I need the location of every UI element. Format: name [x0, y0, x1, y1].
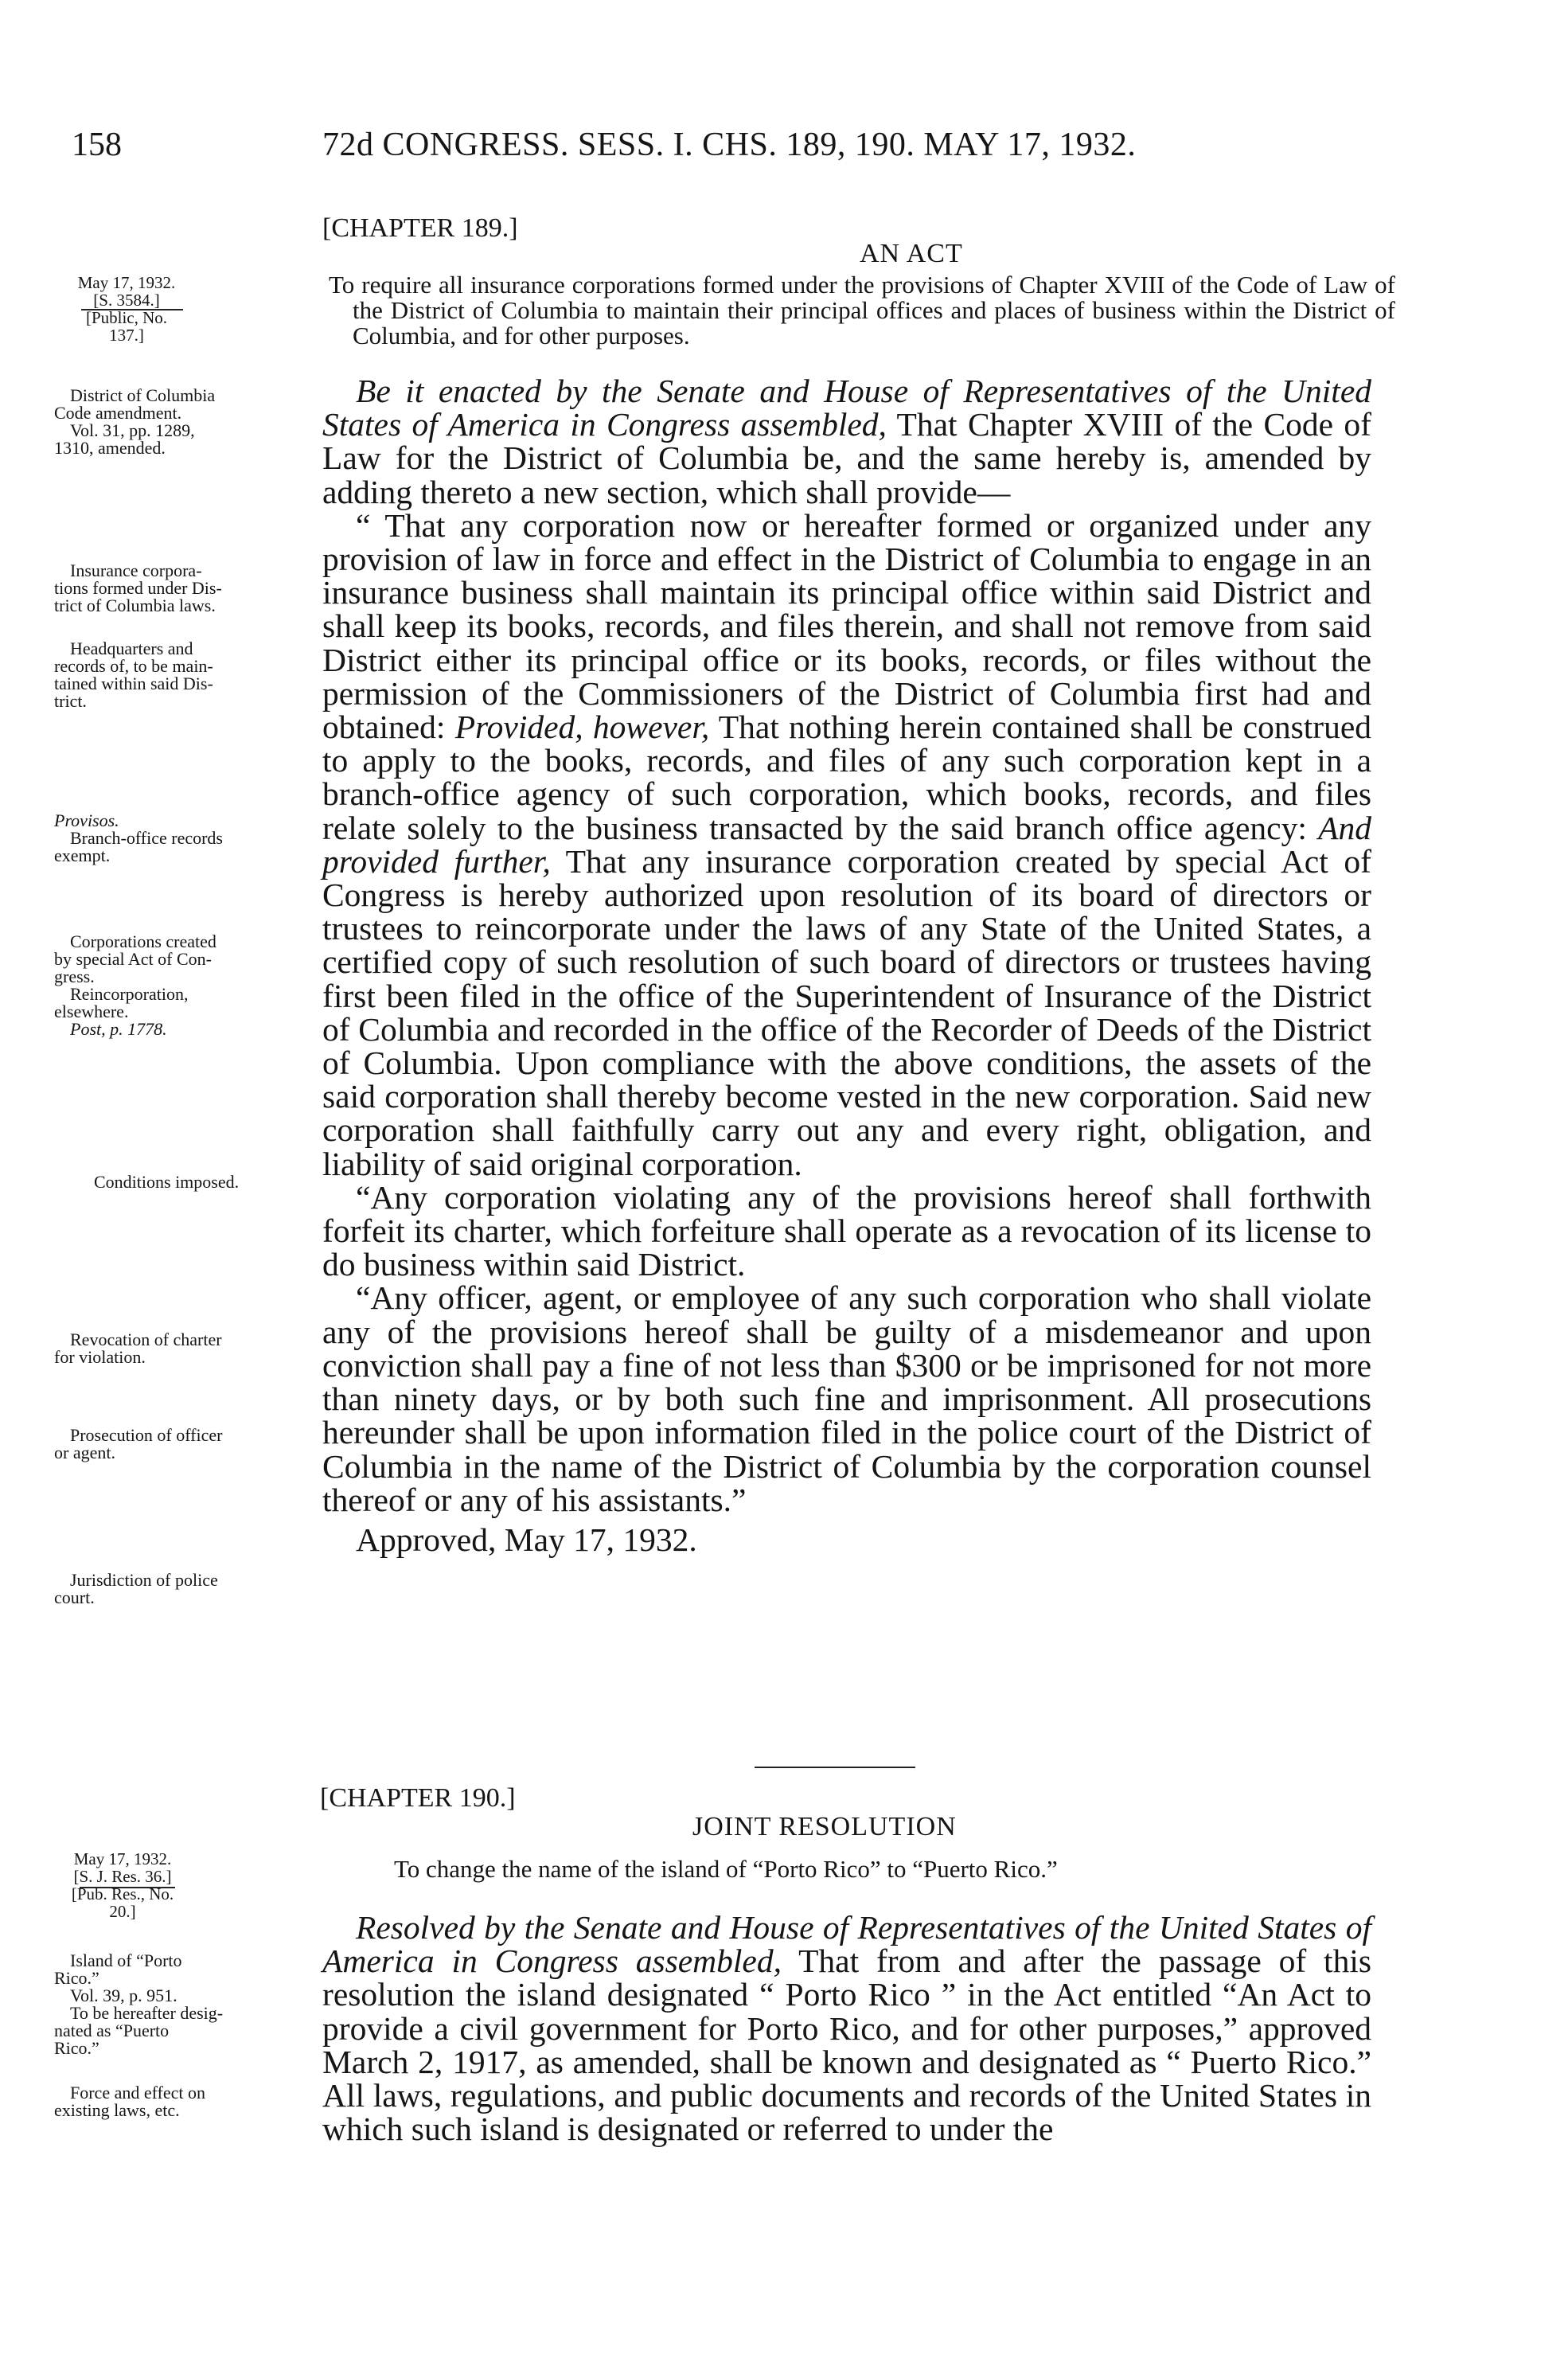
act-summary: To require all insurance corporations formed under the provisions of Chapter XVIII of the Code of Law of the District of Columbia to maintain their principal offices and places of business within the District of Columbia, and for other purposes. [329, 271, 1395, 349]
margin-divider [81, 309, 183, 310]
section-paragraph-3: “Any officer, agent, or employee of any such corporation who shall violate any of the provisions hereof shall be guilty of a misdemeanor and upon conviction shall pay a fine of not less than $300 or be imprisoned for not more than ninety days, or by both such fine and imprisonment. All prosecutions hereunder shall be upon information filed in the police court of the District of Columbia in the name of the District of Columbia by the corporation counsel thereof or any of his assistants.” [322, 1279, 1371, 1518]
chapter-divider [755, 1767, 915, 1768]
margin-note-insurance: Insurance corpora- tions formed under Dis- trict of Columbia laws. [54, 560, 222, 615]
margin-note-revocation: Revocation of charter for violation. [54, 1329, 222, 1367]
margin-note-prosecution: Prosecution of officer or agent. [54, 1425, 223, 1462]
section-paragraph-2: “Any corporation violating any of the provisions hereof shall forthwith forfeit its charter, which forfeiture shall operate as a revocation of its license to do business within said District. [322, 1178, 1371, 1283]
joint-resolution-title: JOINT RESOLUTION [692, 1812, 957, 1841]
resolved-clause: Resolved by the Senate and House of Representatives of the United States of America in Congress assembled, That from and after the passage of this resolution the island designated “ Porto Rico ” in the Act entitled “An Act to provide a civil government for Porto Rico, and for other purposes,” approved March 2, 1917, as amended, shall be known and designated as “ Puerto Rico.” All laws, regulations, and public documents and records of the United States in which such island is designated or referred to under the [322, 1909, 1371, 2148]
page-number: 158 [72, 127, 122, 163]
running-head: 72d CONGRESS. SESS. I. CHS. 189, 190. MAY 17, 1932. [322, 127, 1137, 163]
margin-note-conditions: Conditions imposed. [94, 1172, 240, 1192]
chapter-189-label: [CHAPTER 189.] [322, 213, 518, 243]
approved-line: Approved, May 17, 1932. [356, 1521, 697, 1558]
section-paragraph-1: “ That any corporation now or hereafter formed or organized under any provision of law in force and effect in the District of Columbia to engage in an insurance business shall maintain its principal office within said District and shall keep its books, records, and files therein, and shall not remove from said District either its principal office or its books, records, or files without the permission of the Commissioners of the District of Columbia first had and obtained: Provided, however, That nothing herein contained shall be construed to apply to the books, records, and files of any such corporation kept in a branch-office agency of such corporation, which books, records, and files relate solely to the business transacted by the said branch office agency: And provided further, That any insurance corporation created by special Act of Congress is hereby authorized upon resolution of its board of directors or trustees to reincorporate under the laws of any State of the United States, a certified copy of such resolution of such board of directors or trustees having first been filed in the office of the Superintendent of Insurance of the District of Columbia and recorded in the office of the Recorder of Deeds of the District of Columbia. Upon compliance with the above conditions, the assets of the said corporation shall thereby become vested in the new corporation. Said new corporation shall faithfully carry out any and every right, obligation, and liability of said original corporation. [322, 506, 1371, 1182]
margin-note-provisos: Provisos. Branch-office records exempt. [54, 810, 223, 865]
margin-note-jurisdiction: Jurisdiction of police court. [54, 1570, 218, 1607]
enacting-clause: Be it enacted by the Senate and House of Representatives of the United States of America in Congress assembled, That Chapter XVIII of the Code of Law for the District of Columbia be, and the same hereby is, amended by adding thereto a new section, which shall provide— [322, 373, 1371, 510]
margin-note-date-190: May 17, 1932. [S. J. Res. 36.] [Pub. Res., No. 20.] [71, 1849, 174, 1921]
margin-note-date-189: May 17, 1932. [S. 3584.] [Public, No. 137.] [77, 273, 176, 345]
chapter-190-body [322, 1909, 1371, 2148]
margin-note-corporations: Corporations created by special Act of Con- gress. Reincorporation, elsewhere. Post, p. 1778. [54, 931, 216, 1039]
page-header [0, 126, 1568, 174]
chapter-189-body [322, 374, 1371, 1728]
margin-note-headquarters: Headquarters and records of, to be main- tained within said Dis- trict. [54, 638, 213, 711]
margin-note-dc-code: District of Columbia Code amendment. Vol. 31, pp. 1289, 1310, amended. [54, 385, 216, 458]
margin-note-force-effect: Force and effect on existing laws, etc. [54, 2083, 206, 2120]
resolution-summary: To change the name of the island of “Porto Rico” to “Puerto Rico.” [394, 1855, 1058, 1883]
act-title: AN ACT [860, 239, 963, 268]
margin-note-island: Island of “Porto Rico.” Vol. 39, p. 951. To be hereafter desig- nated as “Puerto Rico.” [54, 1950, 224, 2058]
chapter-190-label: [CHAPTER 190.] [320, 1783, 516, 1813]
margin-divider-190 [80, 1887, 175, 1888]
